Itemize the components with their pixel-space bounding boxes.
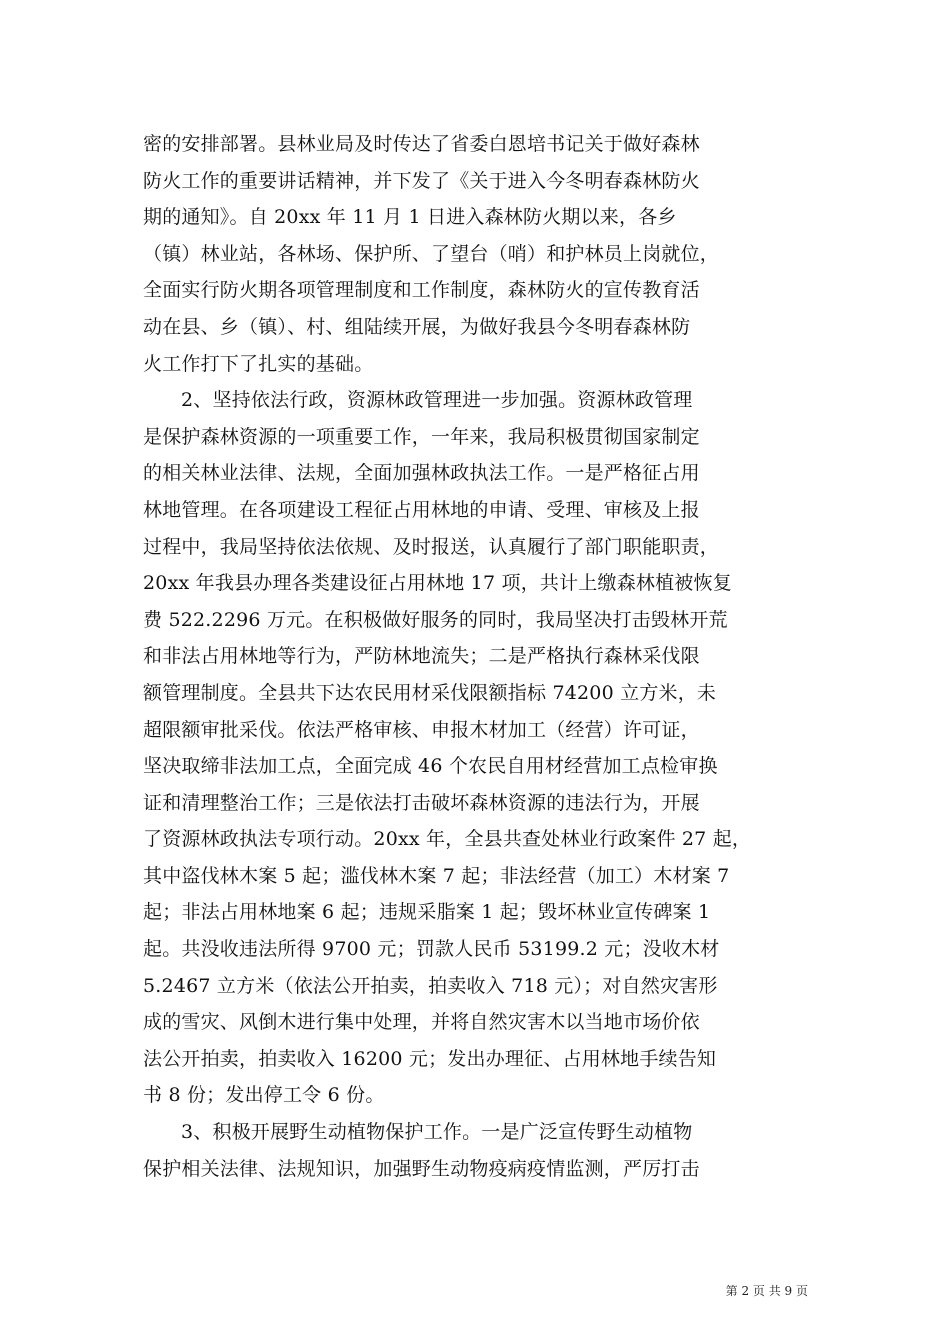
text-line: 过程中，我局坚持依法依规、及时报送，认真履行了部门职能职责，: [143, 535, 720, 558]
text-line: 的相关林业法律、法规，全面加强林政执法工作。一是严格征占用: [143, 462, 700, 485]
text-line: 了资源林政执法专项行动。20xx 年，全县共查处林业行政案件 27 起，: [143, 828, 752, 851]
text-line: 密的安排部署。县林业局及时传达了省委白恩培书记关于做好森林: [143, 133, 700, 155]
text-line: 和非法占用林地等行为，严防林地流失；二是严格执行森林采伐限: [143, 645, 700, 668]
paragraph-start-line: 3、积极开展野生动植物保护工作。一是广泛宣传野生动植物: [181, 1121, 693, 1144]
paragraph-start-line: 2、坚持依法行政，资源林政管理进一步加强。资源林政管理: [181, 389, 693, 412]
text-line: 20xx 年我县办理各类建设征占用林地 17 项，共计上缴森林植被恢复: [143, 572, 732, 595]
text-line: （镇）林业站，各林场、保护所、了望台（哨）和护林员上岗就位，: [143, 242, 720, 265]
text-line: 其中盗伐林木案 5 起；滥伐林木案 7 起；非法经营（加工）木材案 7: [143, 864, 730, 887]
text-line: 火工作打下了扎实的基础。: [143, 352, 374, 375]
text-line: 防火工作的重要讲话精神，并下发了《关于进入今冬明春森林防火: [143, 169, 700, 192]
text-line: 额管理制度。全县共下达农民用材采伐限额指标 74200 立方米，未: [143, 681, 717, 704]
text-line: 坚决取缔非法加工点，全面完成 46 个农民自用材经营加工点检审换: [143, 755, 718, 778]
text-line: 林地管理。在各项建设工程征占用林地的申请、受理、审核及上报: [143, 498, 700, 521]
text-line: 起。共没收违法所得 9700 元；罚款人民币 53199.2 元；没收木材: [143, 938, 720, 961]
text-line: 超限额审批采伐。依法严格审核、申报木材加工（经营）许可证，: [143, 718, 700, 741]
text-line: 起；非法占用林地案 6 起；违规采脂案 1 起；毁坏林业宣传碑案 1: [143, 901, 711, 924]
text-line: 动在县、乡（镇）、村、组陆续开展，为做好我县今冬明春森林防: [143, 315, 691, 338]
text-line: 成的雪灾、风倒木进行集中处理，并将自然灾害木以当地市场价依: [143, 1011, 700, 1034]
document-body: [143, 126, 808, 1187]
text-line: 费 522.2296 万元。在积极做好服务的同时，我局坚决打击毁林开荒: [143, 608, 728, 631]
text-line: 法公开拍卖，拍卖收入 16200 元；发出办理征、占用林地手续告知: [143, 1047, 717, 1070]
text-line: 期的通知》。自 20xx 年 11 月 1 日进入森林防火期以来，各乡: [143, 206, 677, 229]
text-line: 是保护森林资源的一项重要工作，一年来，我局积极贯彻国家制定: [143, 425, 700, 448]
text-line: 全面实行防火期各项管理制度和工作制度，森林防火的宣传教育活: [143, 279, 700, 302]
text-line: 5.2467 立方米（依法公开拍卖，拍卖收入 718 元）；对自然灾害形: [143, 974, 718, 997]
page-number: 第 2 页 共 9 页: [725, 1284, 808, 1298]
text-line: 书 8 份；发出停工令 6 份。: [143, 1084, 385, 1107]
text-line: 保护相关法律、法规知识，加强野生动物疫病疫情监测，严厉打击: [143, 1157, 700, 1180]
text-line: 证和清理整治工作；三是依法打击破坏森林资源的违法行为，开展: [143, 791, 700, 814]
